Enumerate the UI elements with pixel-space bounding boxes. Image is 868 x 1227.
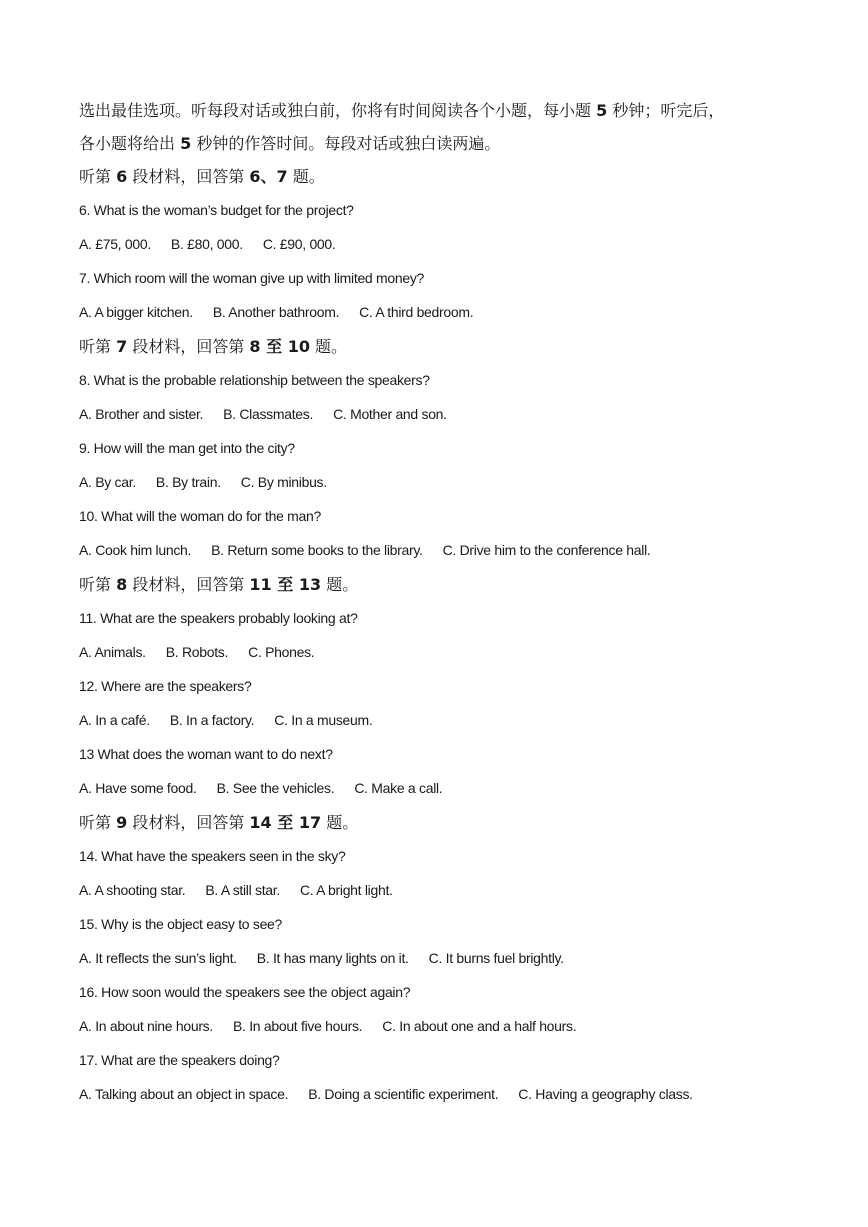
option-b[interactable]: B. Return some books to the library. xyxy=(211,542,423,558)
option-c[interactable]: C. Phones. xyxy=(248,644,315,660)
option-c[interactable]: C. In about one and a half hours. xyxy=(382,1018,577,1034)
option-b[interactable]: B. £80, 000. xyxy=(170,236,243,252)
header-text: 听第 xyxy=(79,813,117,832)
option-c[interactable]: C. £90, 000. xyxy=(262,236,336,252)
option-a[interactable]: A. By car. xyxy=(79,474,136,490)
intro-number: 5 xyxy=(180,134,192,153)
option-b[interactable]: B. Classmates. xyxy=(223,406,314,422)
option-c[interactable]: C. Having a geography class. xyxy=(518,1086,693,1102)
question: 11. What are the speakers probably looking at? xyxy=(79,610,358,626)
header-number: 9 xyxy=(116,813,128,832)
header-text: 段材料，回答第 xyxy=(127,813,250,832)
question: 8. What is the probable relationship between the speakers? xyxy=(79,372,430,388)
intro-text: 选出最佳选项。听每段对话或独白前，你将有时间阅读各个小题，每小题 xyxy=(79,101,597,120)
options-row xyxy=(79,778,799,798)
options-row xyxy=(79,472,799,492)
header-number: 11 至 13 xyxy=(249,575,322,594)
option-a[interactable]: A. Animals. xyxy=(79,644,146,660)
intro-line-2 xyxy=(79,133,799,155)
header-number: 6 xyxy=(116,167,128,186)
options-row xyxy=(79,710,799,730)
option-b[interactable]: B. By train. xyxy=(155,474,221,490)
option-a[interactable]: A. A shooting star. xyxy=(79,882,186,898)
option-a[interactable]: A. A bigger kitchen. xyxy=(79,304,193,320)
option-b[interactable]: B. A still star. xyxy=(205,882,280,898)
option-a[interactable]: A. It reflects the sun’s light. xyxy=(79,950,237,966)
option-c[interactable]: C. It burns fuel brightly. xyxy=(428,950,564,966)
question: 6. What is the woman’s budget for the project? xyxy=(79,202,354,218)
question: 14. What have the speakers seen in the sky? xyxy=(79,848,346,864)
question: 13 What does the woman want to do next? xyxy=(79,746,333,762)
option-b[interactable]: B. In about five hours. xyxy=(232,1018,363,1034)
option-a[interactable]: A. In a café. xyxy=(79,712,150,728)
options-row xyxy=(79,404,799,424)
header-number: 8 至 10 xyxy=(249,337,310,356)
header-text: 听第 xyxy=(79,167,117,186)
option-c[interactable]: C. Drive him to the conference hall. xyxy=(442,542,651,558)
option-b[interactable]: B. Doing a scientific experiment. xyxy=(308,1086,499,1102)
section-header xyxy=(79,166,799,188)
header-text: 题。 xyxy=(309,337,348,356)
options-row xyxy=(79,302,799,322)
option-b[interactable]: B. Robots. xyxy=(165,644,229,660)
option-c[interactable]: C. Make a call. xyxy=(354,780,443,796)
intro-text: 秒钟；听完后， xyxy=(607,101,725,120)
header-number: 8 xyxy=(116,575,128,594)
header-text: 题。 xyxy=(321,813,359,832)
intro-text: 各小题将给出 xyxy=(79,134,181,153)
header-text: 题。 xyxy=(287,167,325,186)
intro-line-1 xyxy=(79,100,799,122)
header-text: 听第 xyxy=(79,337,117,356)
option-a[interactable]: A. In about nine hours. xyxy=(79,1018,213,1034)
header-number: 14 至 17 xyxy=(249,813,322,832)
option-a[interactable]: A. £75, 000. xyxy=(79,236,151,252)
options-row xyxy=(79,642,799,662)
option-b[interactable]: B. In a factory. xyxy=(169,712,255,728)
option-c[interactable]: C. In a museum. xyxy=(274,712,373,728)
option-c[interactable]: C. A third bedroom. xyxy=(359,304,474,320)
document-page xyxy=(79,100,799,1118)
question: 10. What will the woman do for the man? xyxy=(79,508,321,524)
header-text: 段材料，回答第 xyxy=(127,337,250,356)
option-b[interactable]: B. See the vehicles. xyxy=(216,780,335,796)
question: 9. How will the man get into the city? xyxy=(79,440,295,456)
option-a[interactable]: A. Have some food. xyxy=(79,780,197,796)
option-c[interactable]: C. A bright light. xyxy=(299,882,393,898)
options-row xyxy=(79,1084,799,1104)
option-a[interactable]: A. Talking about an object in space. xyxy=(79,1086,289,1102)
option-a[interactable]: A. Cook him lunch. xyxy=(79,542,192,558)
options-row xyxy=(79,948,799,968)
header-text: 段材料，回答第 xyxy=(127,167,250,186)
header-text: 听第 xyxy=(79,575,117,594)
options-row xyxy=(79,234,799,254)
question: 15. Why is the object easy to see? xyxy=(79,916,283,932)
options-row xyxy=(79,880,799,900)
option-c[interactable]: C. Mother and son. xyxy=(333,406,447,422)
option-b[interactable]: B. Another bathroom. xyxy=(212,304,340,320)
option-b[interactable]: B. It has many lights on it. xyxy=(256,950,409,966)
section-header xyxy=(79,812,799,834)
header-number: 7 xyxy=(116,337,128,356)
question: 16. How soon would the speakers see the object again? xyxy=(79,984,411,1000)
options-row xyxy=(79,1016,799,1036)
header-text: 题。 xyxy=(321,575,359,594)
question: 12. Where are the speakers? xyxy=(79,678,252,694)
header-number: 6、7 xyxy=(249,167,288,186)
option-c[interactable]: C. By minibus. xyxy=(240,474,327,490)
header-text: 段材料，回答第 xyxy=(127,575,250,594)
question: 17. What are the speakers doing? xyxy=(79,1052,280,1068)
intro-text: 秒钟的作答时间。每段对话或独白读两遍。 xyxy=(191,134,501,153)
option-a[interactable]: A. Brother and sister. xyxy=(79,406,204,422)
question: 7. Which room will the woman give up with limited money? xyxy=(79,270,425,286)
section-header xyxy=(79,574,799,596)
section-header xyxy=(79,336,799,358)
options-row xyxy=(79,540,799,560)
intro-number: 5 xyxy=(596,101,608,120)
